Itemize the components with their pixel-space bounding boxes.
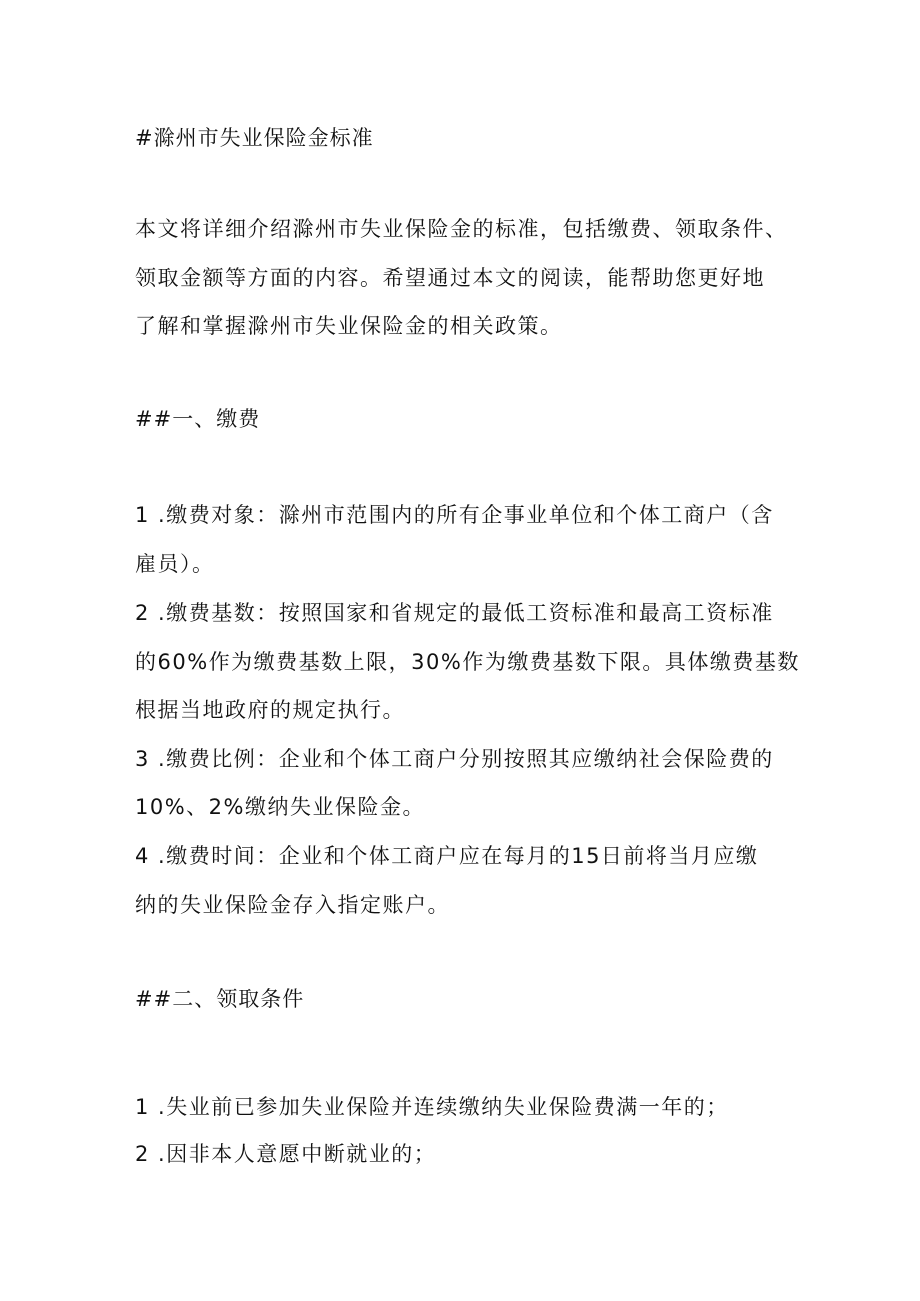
intro-line-2: 领取金额等方面的内容。希望通过本文的阅读，能帮助您更好地 (135, 266, 765, 290)
section1-line-5: 根据当地政府的规定执行。 (135, 698, 405, 722)
section1-line-8: 4 .缴费时间：企业和个体工商户应在每月的15日前将当月应缴 (135, 844, 759, 868)
section1-line-3: 2 .缴费基数：按照国家和省规定的最低工资标准和最高工资标准 (135, 601, 774, 625)
section1-line-4: 的60%作为缴费基数上限，30%作为缴费基数下限。具体缴费基数 (135, 650, 800, 674)
section1-line-2: 雇员）。 (135, 552, 215, 576)
section2-line-2: 2 .因非本人意愿中断就业的； (135, 1142, 437, 1166)
section1-line-1: 1 .缴费对象：滁州市范围内的所有企事业单位和个体工商户（含 (135, 503, 774, 527)
section1-line-6: 3 .缴费比例：企业和个体工商户分别按照其应缴纳社会保险费的 (135, 747, 774, 771)
section2-heading: ##二、领取条件 (135, 987, 305, 1011)
document-title: #滁州市失业保险金标准 (135, 126, 374, 150)
intro-line-1: 本文将详细介绍滁州市失业保险金的标准，包括缴费、领取条件、 (135, 217, 788, 241)
section1-heading: ##一、缴费 (135, 407, 261, 431)
section2-line-1: 1 .失业前已参加失业保险并连续缴纳失业保险费满一年的； (135, 1095, 729, 1119)
section1-line-7: 10%、2%缴纳失业保险金。 (135, 795, 425, 819)
section1-line-9: 纳的失业保险金存入指定账户。 (135, 893, 450, 917)
intro-line-3: 了解和掌握滁州市失业保险金的相关政策。 (135, 314, 563, 338)
